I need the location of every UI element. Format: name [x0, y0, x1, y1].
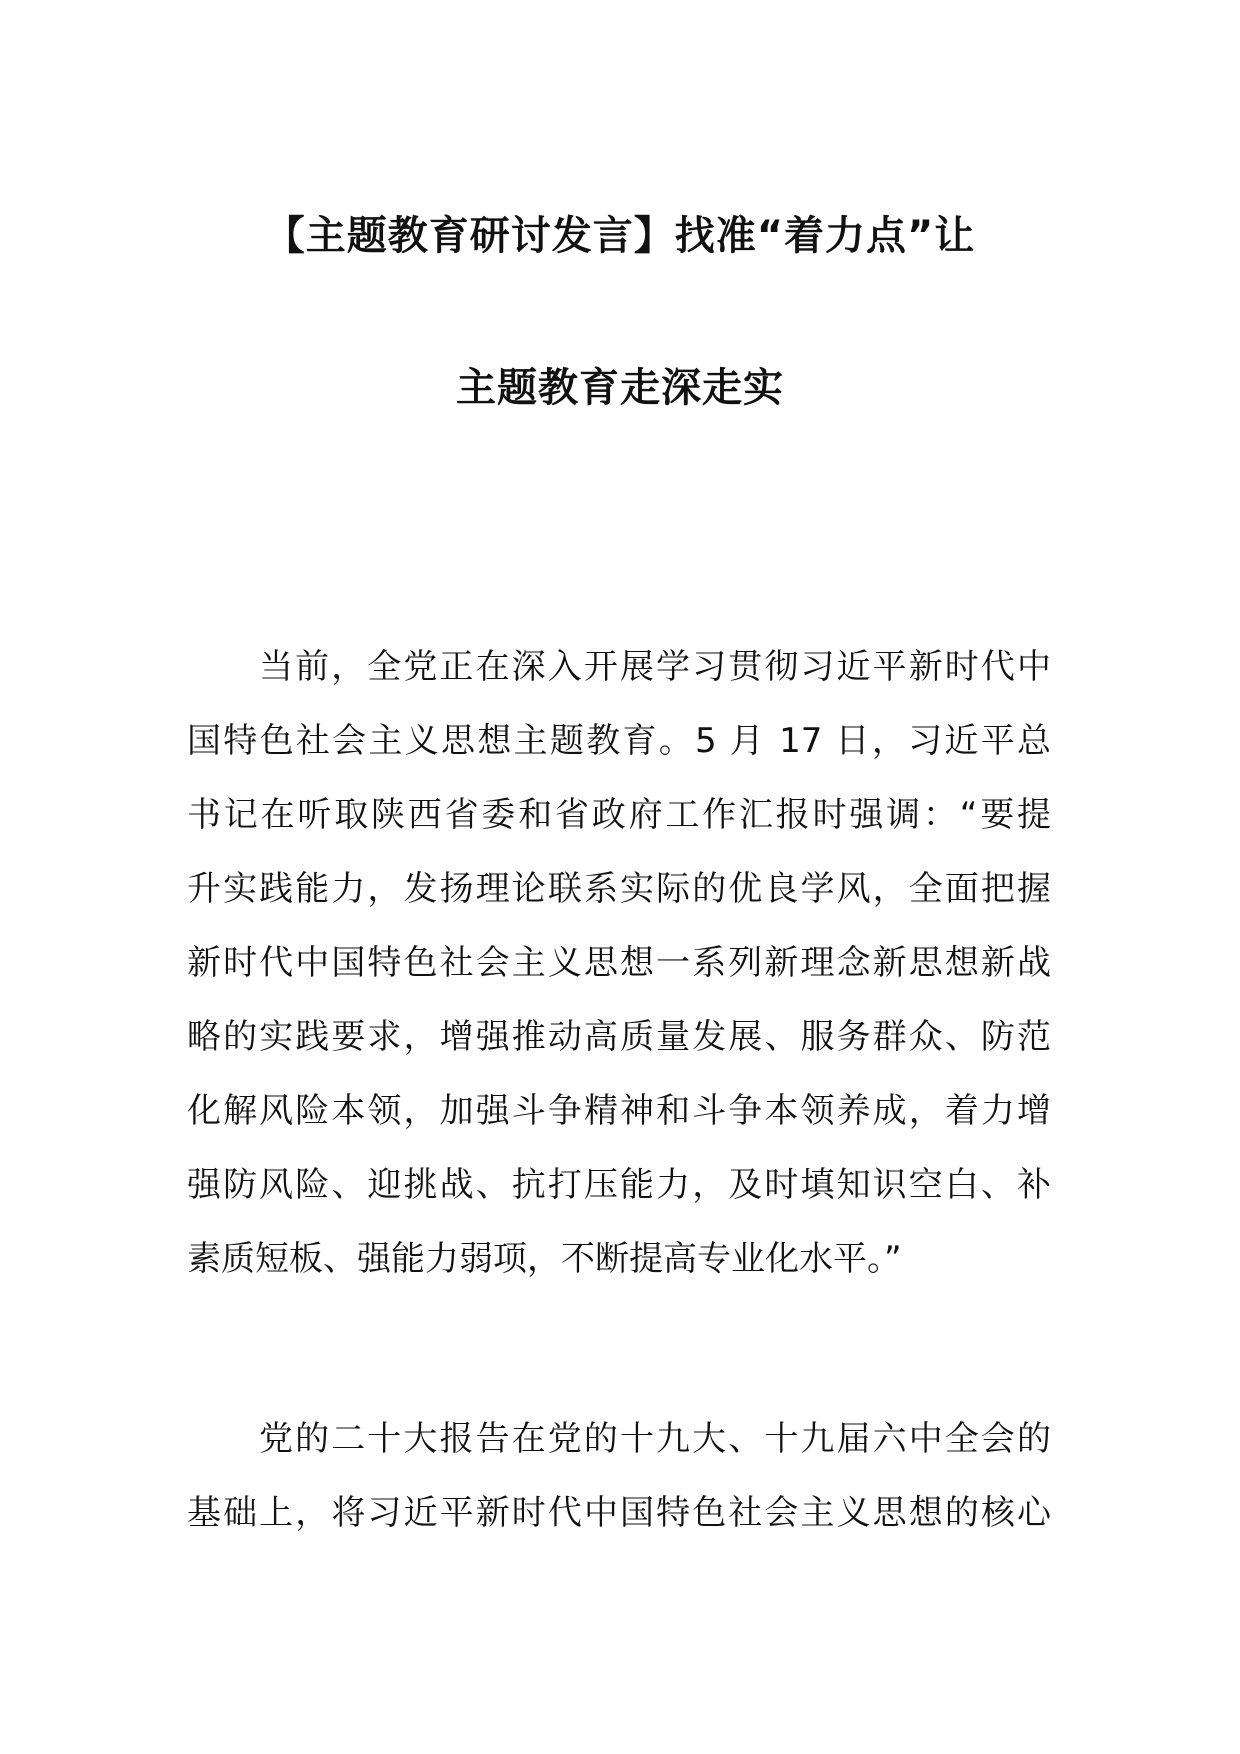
document-title-line-2: 主题教育走深走实 — [456, 365, 784, 411]
paragraph-1-line-2: 国特色社会主义思想主题教育。5 月 17 日，习近平总 — [187, 721, 1051, 761]
paragraph-1-line-7: 化解风险本领，加强斗争精神和斗争本领养成，着力增 — [187, 1091, 1051, 1131]
paragraph-2-line-2: 基础上，将习近平新时代中国特色社会主义思想的核心 — [187, 1493, 1051, 1533]
paragraph-1-line-1: 当前，全党正在深入开展学习贯彻习近平新时代中 — [259, 647, 1051, 687]
document-title-line-1: 【主题教育研讨发言】找准“着力点”让 — [264, 213, 976, 259]
paragraph-1-line-9: 素质短板、强能力弱项，不断提高专业化水平。” — [187, 1239, 902, 1279]
paragraph-1-line-5: 新时代中国特色社会主义思想一系列新理念新思想新战 — [187, 943, 1051, 983]
paragraph-1-line-8: 强防风险、迎挑战、抗打压能力，及时填知识空白、补 — [187, 1165, 1051, 1205]
paragraph-2-line-1: 党的二十大报告在党的十九大、十九届六中全会的 — [259, 1419, 1051, 1459]
paragraph-1-line-3: 书记在听取陕西省委和省政府工作汇报时强调：“要提 — [187, 795, 1051, 835]
paragraph-1-line-4: 升实践能力，发扬理论联系实际的优良学风，全面把握 — [187, 869, 1051, 909]
paragraph-1-line-6: 略的实践要求，增强推动高质量发展、服务群众、防范 — [187, 1017, 1051, 1057]
